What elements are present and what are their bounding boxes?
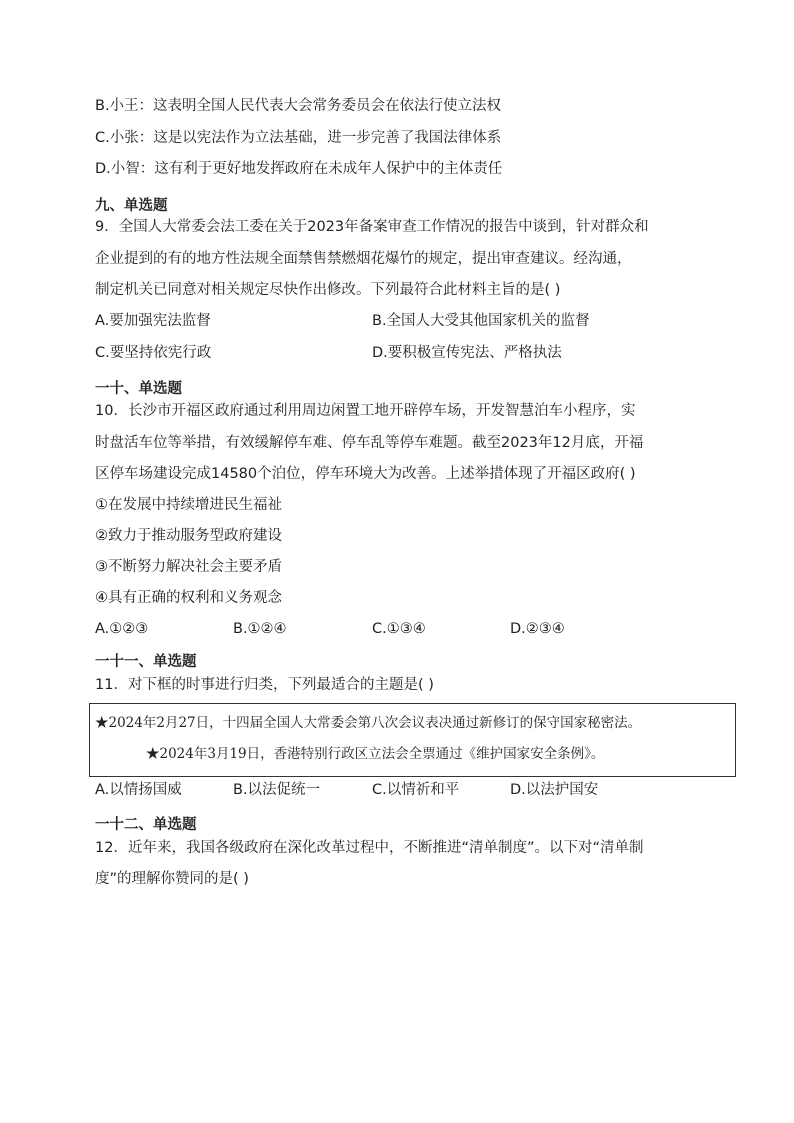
q9-stem-line-3: 制定机关已同意对相关规定尽快作出修改。下列最符合此材料主旨的是( ) [95,282,561,298]
q9-stem-line-2: 企业提到的有的地方性法规全面禁售禁燃烟花爆竹的规定，提出审查建议。经沟通， [95,251,632,267]
q12-stem-line-1: 12．近年来，我国各级政府在深化改革过程中，不断推进“清单制度”。以下对“清单制 [95,840,644,856]
q10-stem-line-1: 10．长沙市开福区政府通过利用周边闲置工地开辟停车场，开发智慧泊车小程序，实 [95,403,636,419]
q9-option-b: B.全国人大受其他国家机关的监督 [372,313,590,329]
q11-stem: 11．对下框的时事进行归类，下列最适合的主题是( ) [95,677,434,693]
q9-option-c: C.要坚持依宪行政 [95,345,212,361]
section-11-heading: 一十一、单选题 [95,654,197,670]
q8-option-b: B.小王：这表明全国人民代表大会常务委员会在依法行使立法权 [95,98,502,114]
q10-statement-3: ③不断努力解决社会主要矛盾 [95,559,282,575]
q10-option-d: D.②③④ [510,621,565,637]
q10-statement-4: ④具有正确的权利和义务观念 [95,590,282,606]
q8-option-d: D.小智：这有利于更好地发挥政府在未成年人保护中的主体责任 [95,161,503,177]
q11-option-d: D.以法护国安 [510,782,599,798]
q12-stem-line-2: 度”的理解你赞同的是( ) [95,871,249,887]
q10-option-c: C.①③④ [372,621,426,637]
q10-option-b: B.①②④ [233,621,287,637]
q11-option-c: C.以情祈和平 [372,782,460,798]
q10-stem-line-2: 时盘活车位等举措，有效缓解停车难、停车乱等停车难题。截至2023年12月底，开福 [95,435,644,451]
q10-statement-2: ②致力于推动服务型政府建设 [95,528,282,544]
q9-option-a: A.要加强宪法监督 [95,313,211,329]
current-event-1: ★2024年2月27日，十四届全国人大常委会第八次会议表决通过新修订的保守国家秘密法。 [95,715,642,731]
section-10-heading: 一十、单选题 [95,381,182,397]
q10-statement-1: ①在发展中持续增进民生福祉 [95,497,282,513]
q10-stem-line-3: 区停车场建设完成14580个泊位，停车环境大为改善。上述举措体现了开福区政府( ) [95,466,636,482]
section-9-heading: 九、单选题 [95,198,168,214]
q8-option-c: C.小张：这是以宪法作为立法基础，进一步完善了我国法律体系 [95,130,502,146]
q11-option-a: A.以情扬国威 [95,782,182,798]
q9-option-d: D.要积极宣传宪法、严格执法 [372,345,562,361]
q11-option-b: B.以法促统一 [233,782,321,798]
q9-stem-line-1: 9．全国人大常委会法工委在关于2023年备案审查工作情况的报告中谈到，针对群众和 [95,219,649,235]
section-12-heading: 一十二、单选题 [95,817,197,833]
current-event-2: ★2024年3月19日，香港特别行政区立法会全票通过《维护国家安全条例》。 [146,746,605,762]
q10-option-a: A.①②③ [95,621,149,637]
current-events-box [89,703,736,777]
